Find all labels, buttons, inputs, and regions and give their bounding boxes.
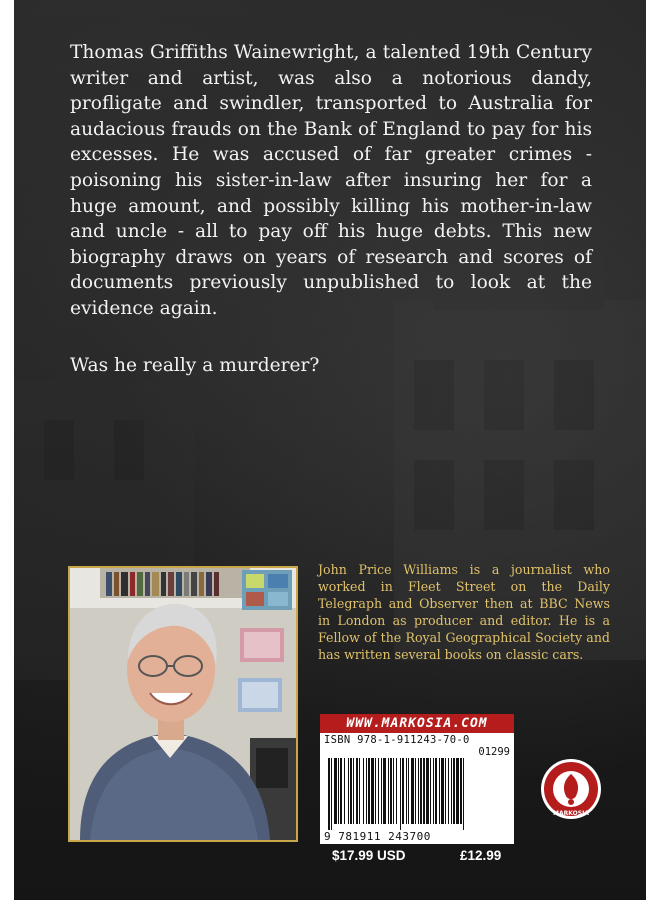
price-usd: $17.99 USD: [332, 848, 406, 863]
author-photo: [68, 566, 298, 842]
isbn-barcode-box: [320, 714, 514, 844]
publisher-url: WWW.MARKOSIA.COM: [320, 714, 514, 733]
blurb-question: Was he really a murderer?: [70, 355, 320, 376]
price-gbp: £12.99: [460, 848, 502, 863]
back-cover: [14, 0, 646, 900]
isbn-number: ISBN 978-1-911243-70-0: [324, 734, 470, 746]
barcode-bars: [320, 758, 514, 830]
barcode-digits: 9 781911 243700: [324, 830, 431, 843]
publisher-logo-icon: [540, 758, 602, 820]
publisher-logo-text: MARKOSIA: [553, 810, 589, 817]
blurb-text: Thomas Griffiths Wainewright, a talented 19th Century writer and artist, was also a notorious dandy, profligate and swindler, transported to Australia for audacious frauds on the Bank of England to pay for his excesses. He was accused of far greater crimes - poisoning his sister-in-law after insuring her for a huge amount, and possibly killing his mother-in-law and uncle - all to pay off his huge debts. This new biography draws on years of research and scores of documents previously unpublished to look at the evidence again.: [70, 42, 592, 319]
author-bio: John Price Williams is a journalist who worked in Fleet Street on the Daily Telegraph and Observer then at BBC News in London as producer and editor. He is a Fellow of the Royal Geographical Society and has written several books on classic cars.: [318, 562, 610, 662]
price-code: 01299: [478, 746, 510, 758]
